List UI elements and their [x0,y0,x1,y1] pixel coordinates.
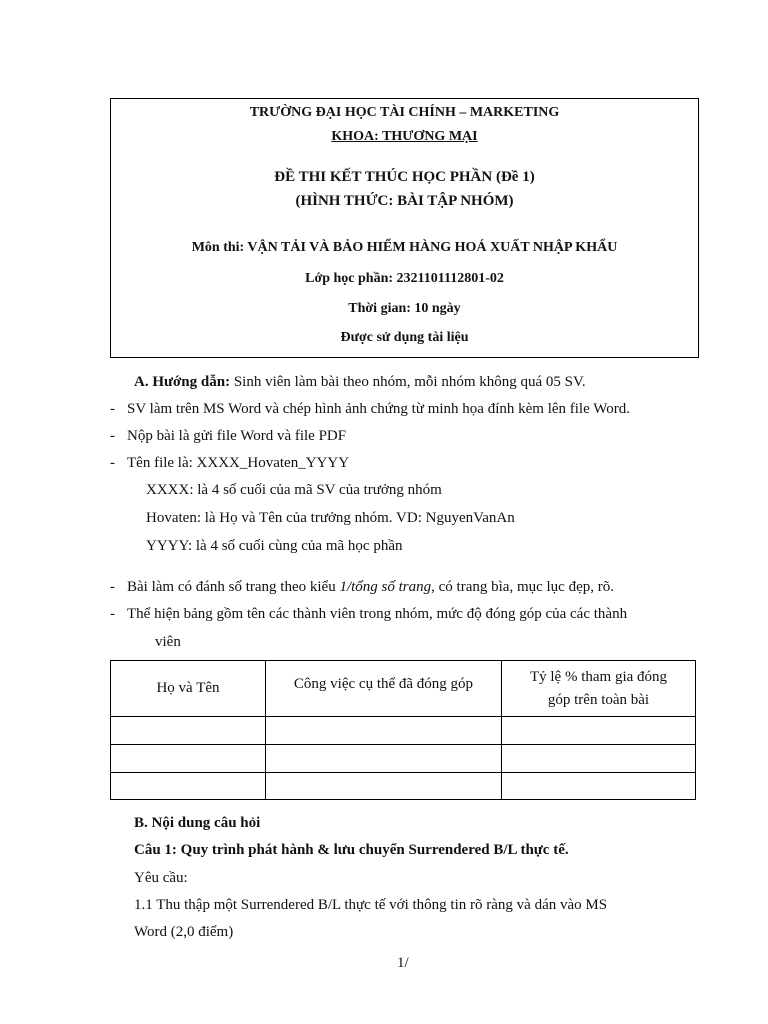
materials-allowed: Được sử dụng tài liệu [340,330,469,345]
section-a-intro-text: Sinh viên làm bài theo nhóm, mỗi nhóm không quá 05 SV. [230,374,586,390]
requirement-item-1-1-cont: Word (2,0 điểm) [134,924,234,940]
question-1: Câu 1: Quy trình phát hành & lưu chuyển Surrendered B/L thực tế. [134,842,569,858]
faculty-name: KHOA: THƯƠNG MẠI [331,129,478,144]
bullet-member-table-cont: viên [155,634,181,650]
bullet-page-numbering: Bài làm có đánh số trang theo kiểu 1/tổng số trang, có trang bìa, mục lục đẹp, rõ. [127,579,614,595]
exam-form: (HÌNH THỨC: BÀI TẬP NHÓM) [295,193,514,209]
subject-name: Môn thi: VẬN TẢI VÀ BẢO HIỂM HÀNG HOÁ XUẤT NHẬP KHẨU [191,240,618,255]
filename-part-xxxx: XXXX: là 4 số cuối của mã SV của trưởng nhóm [146,482,442,498]
header-cell-work: Công việc cụ thể đã đóng góp [266,661,502,717]
table-header-row [111,661,696,717]
bullet-member-table: Thể hiện bảng gồm tên các thành viên trong nhóm, mức độ đóng góp của các thành [127,606,628,622]
table-row [111,745,696,773]
exam-title: ĐỀ THI KẾT THÚC HỌC PHẦN (Đề 1) [274,169,535,185]
member-contribution-table [110,660,696,800]
header-cell-percent: Tỷ lệ % tham gia đóng góp trên toàn bài [502,661,696,717]
class-code: Lớp học phần: 2321101112801-02 [305,271,504,286]
section-b-heading: B. Nội dung câu hỏi [134,815,261,831]
requirement-label: Yêu cầu: [134,870,188,886]
exam-header-box [110,98,699,358]
section-a-intro [134,374,586,391]
university-name: TRƯỜNG ĐẠI HỌC TÀI CHÍNH – MARKETING [249,105,560,120]
section-a-heading: A. Hướng dẫn: [134,374,231,390]
filename-part-yyyy: YYYY: là 4 số cuối cùng của mã học phần [146,538,403,554]
requirement-item-1-1: 1.1 Thu thập một Surrendered B/L thực tế với thông tin rõ ràng và dán vào MS [134,897,608,913]
bullet-word: SV làm trên MS Word và chép hình ảnh chứng từ minh họa đính kèm lên file Word. [127,401,630,417]
header-cell-name: Họ và Tên [111,661,266,717]
filename-part-hovaten: Hovaten: là Họ và Tên của trưởng nhóm. VD: NguyenVanAn [146,510,515,526]
bullet-filename: Tên file là: XXXX_Hovaten_YYYY [127,455,350,471]
exam-duration: Thời gian: 10 ngày [348,301,461,316]
table-row [111,773,696,800]
bullet-submit: Nộp bài là gửi file Word và file PDF [127,428,347,444]
page-number: 1/ [397,955,409,971]
table-row [111,717,696,745]
